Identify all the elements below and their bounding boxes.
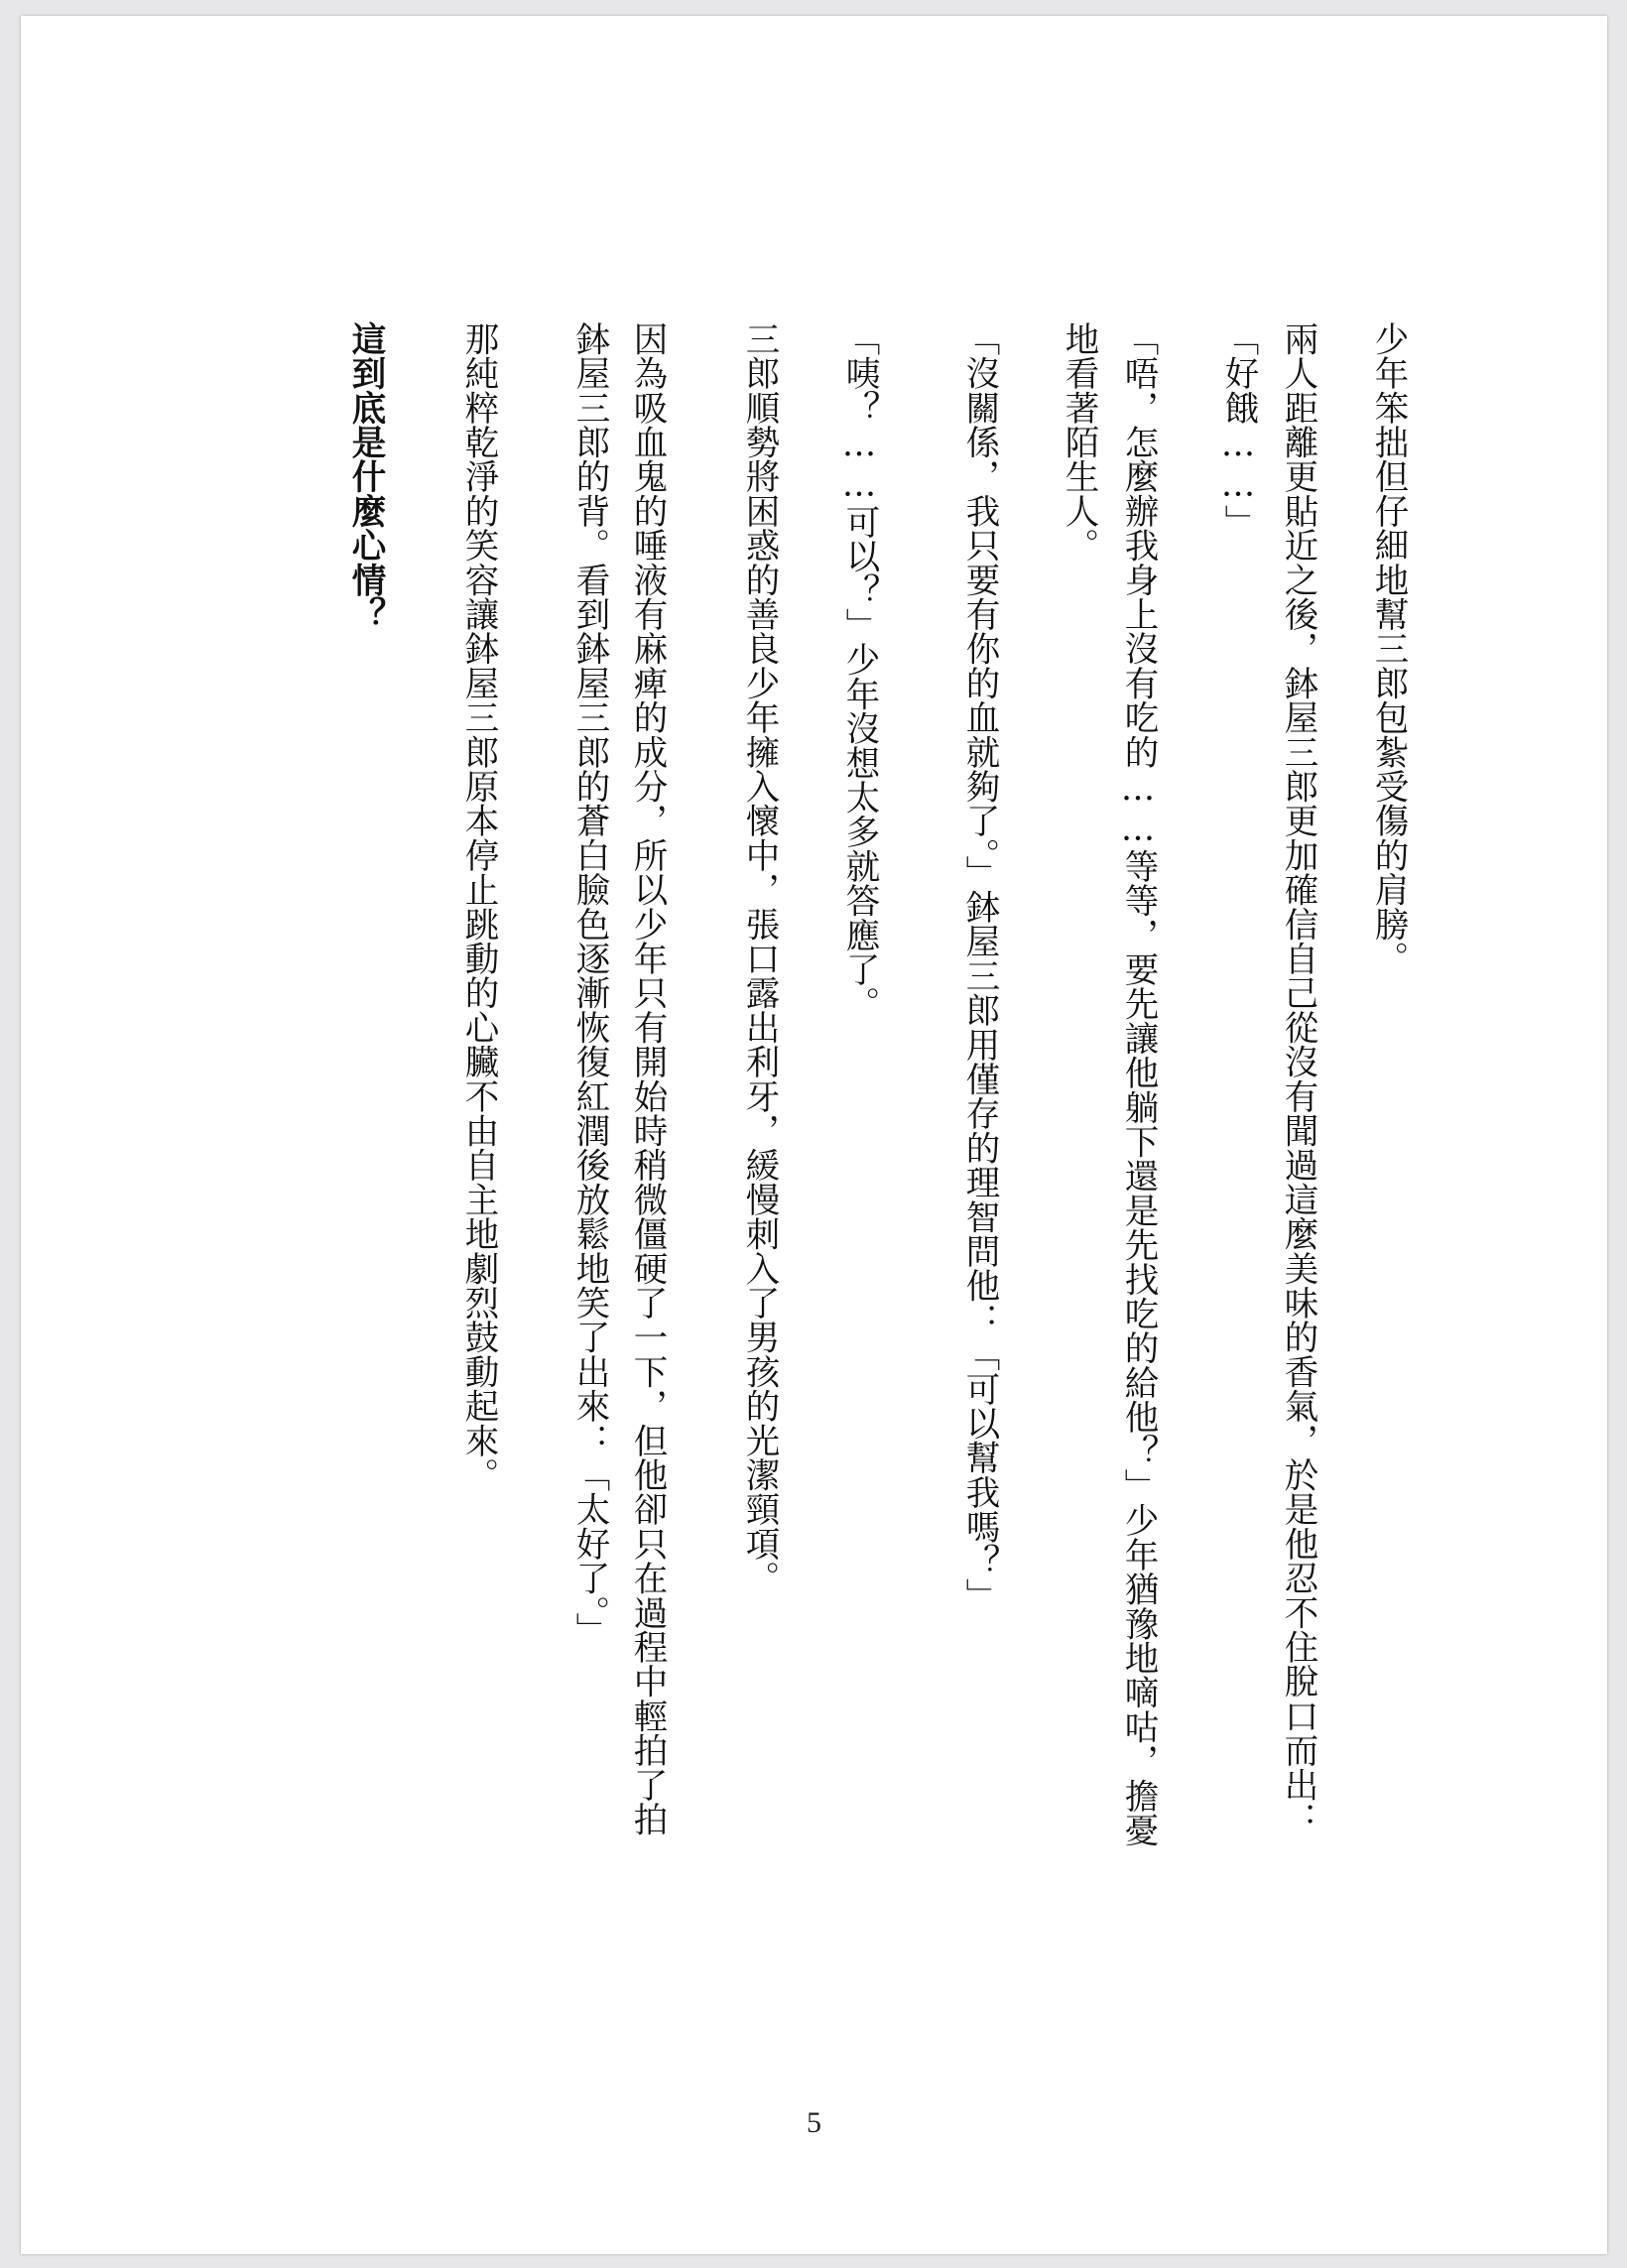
text-line-1: 少年笨拙但仔細地幫三郎包紮受傷的肩膀。 xyxy=(1368,321,1408,976)
book-page xyxy=(21,16,1607,2254)
text-line-7: 「咦？……可以？」少年沒想太多就答應了。 xyxy=(839,321,879,1021)
text-line-8: 三郎順勢將困惑的善良少年擁入懷中，張口露出利牙，緩慢刺入了男孩的光潔頸項。 xyxy=(739,321,779,1595)
text-line-6: 「沒關係，我只要有你的血就夠了。」鉢屋三郎用僅存的理智問他：「可以幫我嗎？」 xyxy=(959,321,999,1613)
text-line-11: 那純粹乾淨的笑容讓鉢屋三郎原本停止跳動的心臟不由自主地劇烈鼓動起來。 xyxy=(458,321,498,1492)
text-line-5: 地看著陌生人。 xyxy=(1059,321,1098,563)
text-line-12: 這到底是什麼心情？ xyxy=(345,321,385,632)
text-line-2: 兩人距離更貼近之後，鉢屋三郎更加確信自己從沒有聞過這麼美味的香氣，於是他忍不住脫口而出： xyxy=(1278,321,1317,1836)
text-line-9: 因為吸血鬼的唾液有麻痺的成分，所以少年只有開始時稍微僵硬了一下，但他卻只在過程中輕拍了拍 xyxy=(627,321,667,1836)
text-line-10: 鉢屋三郎的背。看到鉢屋三郎的蒼白臉色逐漸恢復紅潤後放鬆地笑了出來：「太好了。」 xyxy=(569,321,609,1648)
page-number: 5 xyxy=(807,2106,821,2139)
text-line-4: 「唔，怎麼辦我身上沒有吃的……等等，要先讓他躺下還是先找吃的給他？」少年猶豫地嘀咕，擔憂 xyxy=(1118,321,1158,1847)
text-line-3: 「好餓……」 xyxy=(1218,321,1258,540)
